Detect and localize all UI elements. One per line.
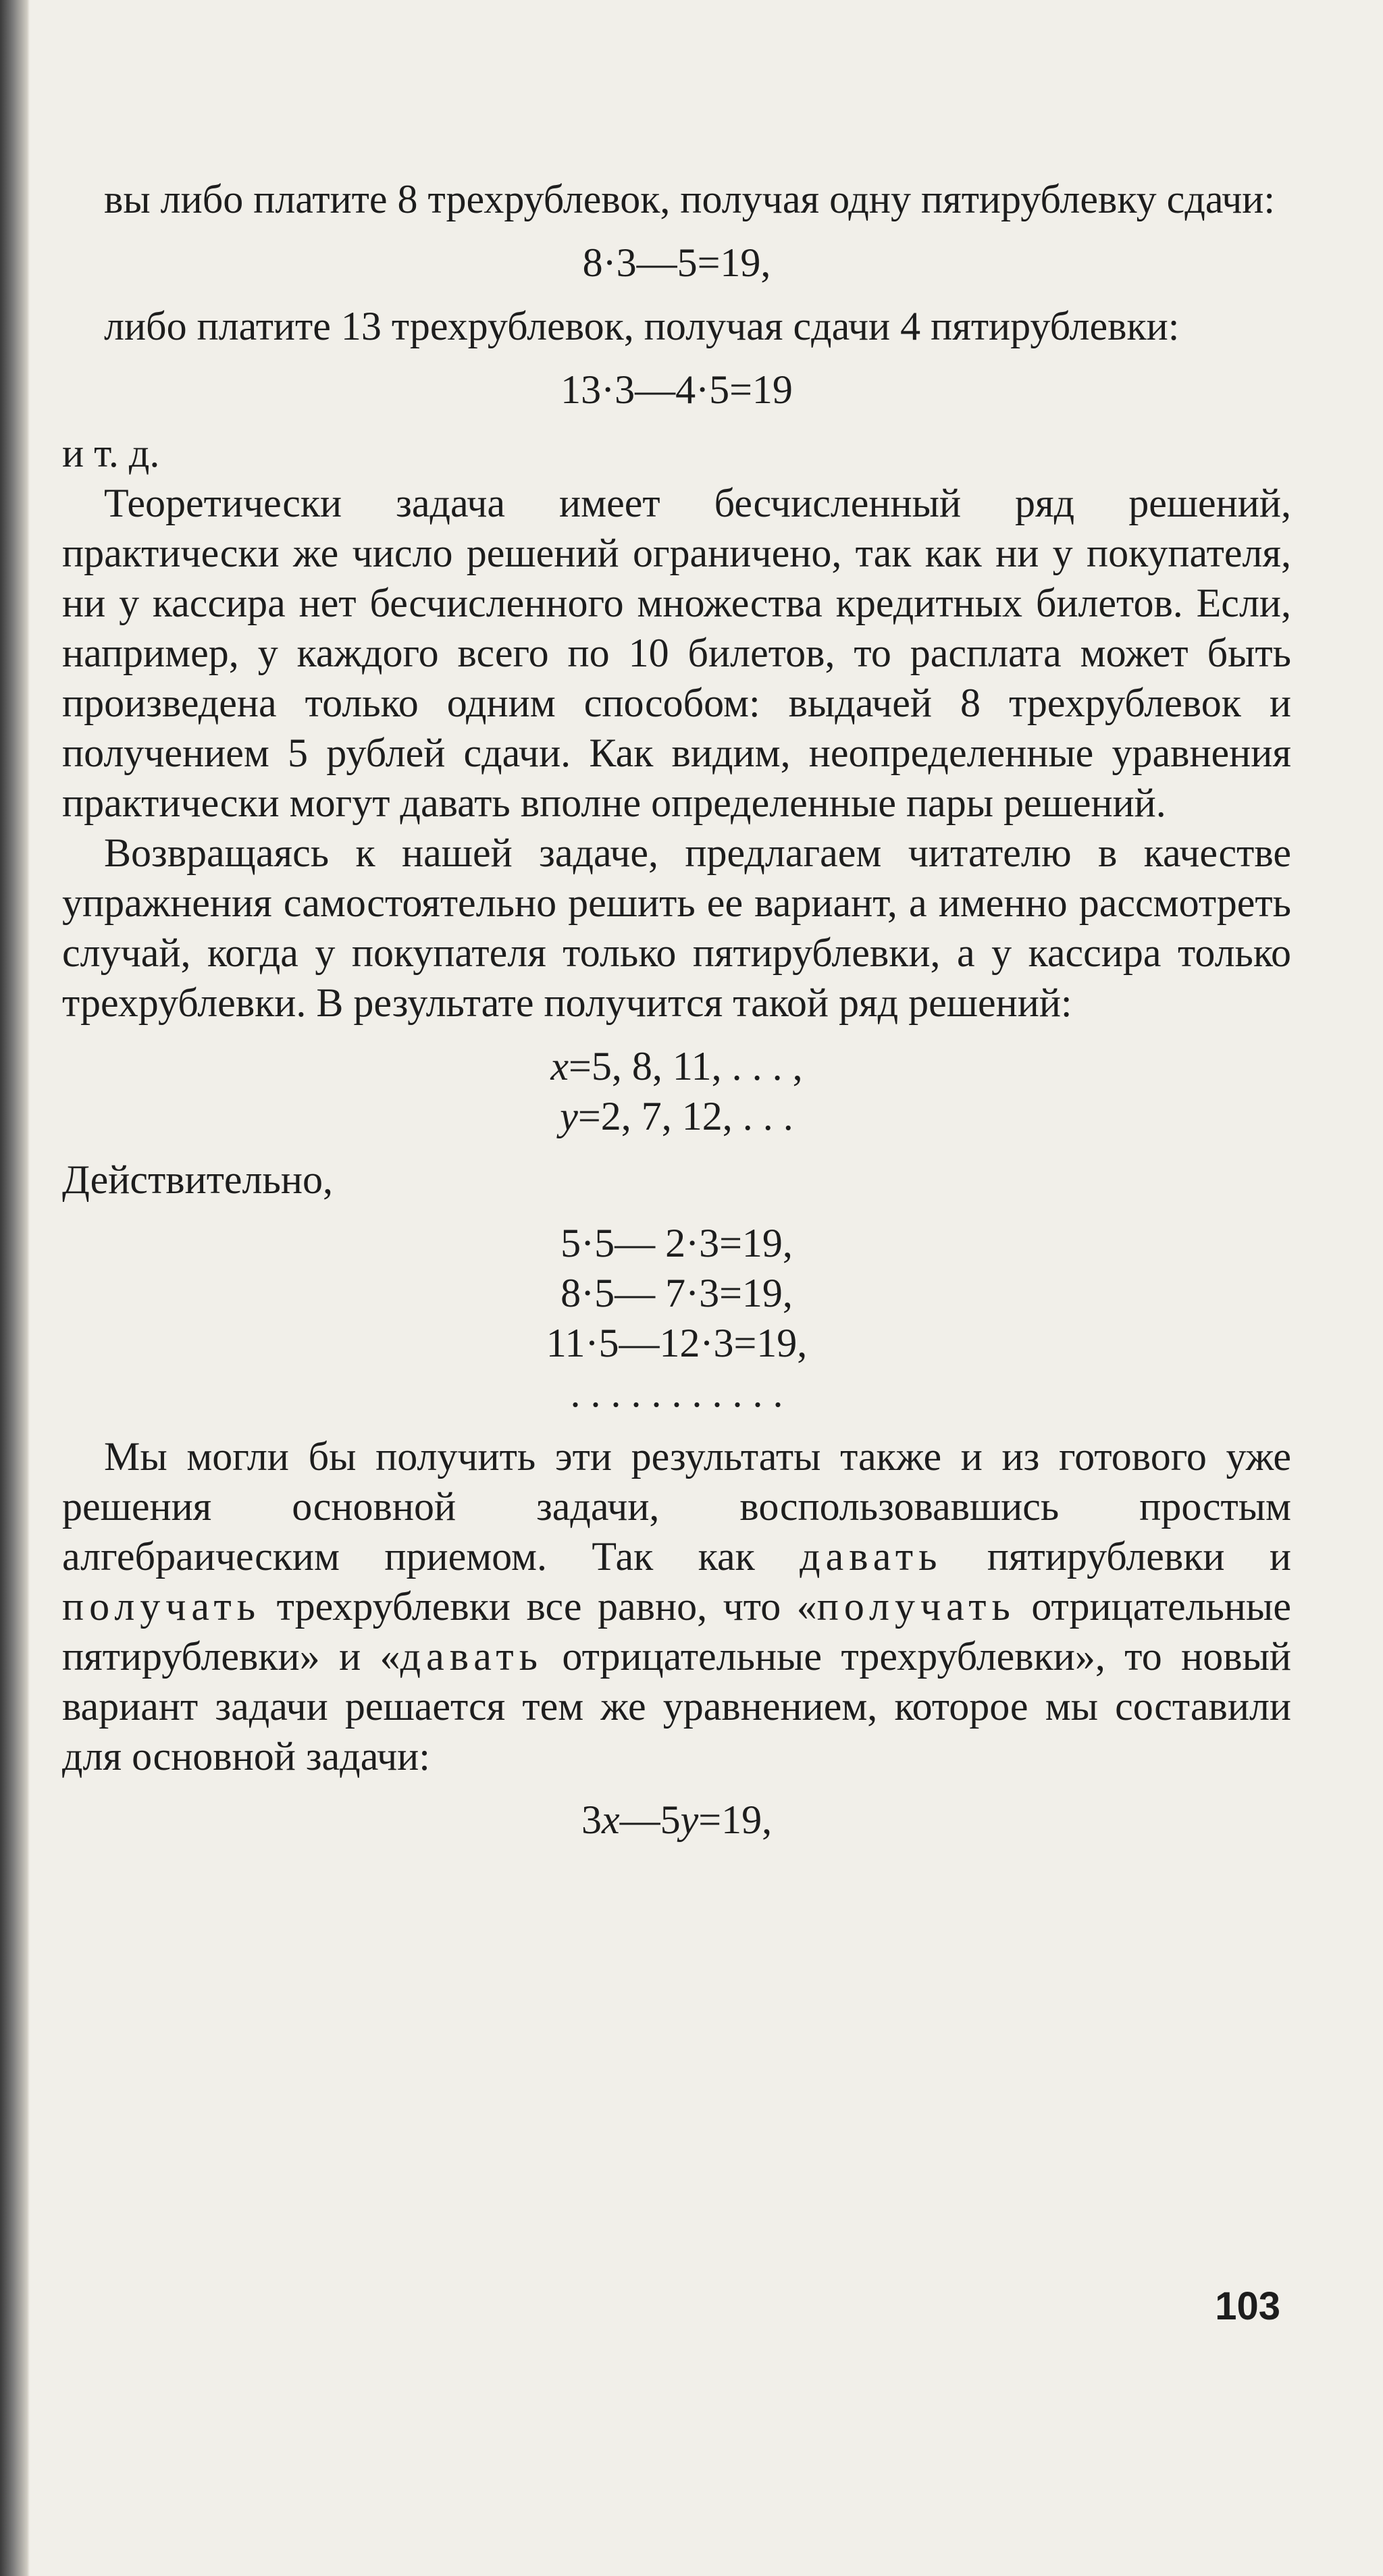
formula-line: y=2, 7, 12, . . . [560,1094,793,1138]
formula-line: x=5, 8, 11, . . . , [550,1044,803,1088]
paragraph: Действительно, [62,1157,333,1202]
spaced-emphasis: получать [816,1584,1016,1629]
spaced-emphasis: давать [400,1634,543,1679]
paragraph: и т. д. [62,431,160,475]
formula-line: 13·3—4·5=19 [560,367,793,412]
spaced-emphasis: получать [62,1584,261,1629]
page-number: 103 [1215,2284,1280,2328]
formula-line: 11·5—12·3=19, [546,1321,808,1365]
formula-line: 5·5— 2·3=19, [560,1221,793,1265]
page-text-body [62,174,1291,1858]
formula-line: . . . . . . . . . . . [570,1371,783,1415]
text-run: трехрублевки все равно, что « [261,1584,817,1629]
formula-line: 8·5— 7·3=19, [560,1271,793,1315]
text-run: пятирублевки и [942,1534,1291,1579]
spaced-emphasis: давать [800,1534,943,1579]
text-run: Мы могли бы получить эти результаты также и из готового уже решения основной задачи, воспользовавшись простым алгебраическим приемом. Так как [62,1434,1291,1579]
formula-line: 8·3—5=19, [582,240,771,285]
paragraph: Теоретически задача имеет бесчисленный ряд решений, практически же число решений ограничено, так как ни у покупателя, ни у кассира нет бесчисленного множества кредитных билетов. Если, например, у каждого всего по 10 билетов, то расплата может быть произведена только одним способом: выдачей 8 трехрублевок и получением 5 рублей сдачи. Как видим, неопределенные уравнения практически могут давать вполне определенные пары решений. [62,481,1291,825]
text-run: отрицательные трехрублевки», то новый вариант задачи решается тем же уравнением, которое мы составили для основной задачи: [62,1634,1291,1779]
formula-line: 3x—5y=19, [581,1797,773,1842]
paragraph: либо платите 13 трехрублевок, получая сдачи 4 пятирублевки: [104,304,1180,348]
paragraph: вы либо платите 8 трехрублевок, получая одну пятирублевку сдачи: [104,177,1276,221]
paragraph [62,1431,1291,1781]
book-spine-shadow [0,0,30,2576]
text-run: отрицательные пятирублевки» и « [62,1584,1291,1679]
paragraph: Возвращаясь к нашей задаче, предлагаем читателю в качестве упражнения самостоятельно решить ее вариант, а именно рассмотреть случай, когда у покупателя только пятирублевки, а у кассира только трехрублевки. В результате получится такой ряд решений: [62,831,1291,1025]
